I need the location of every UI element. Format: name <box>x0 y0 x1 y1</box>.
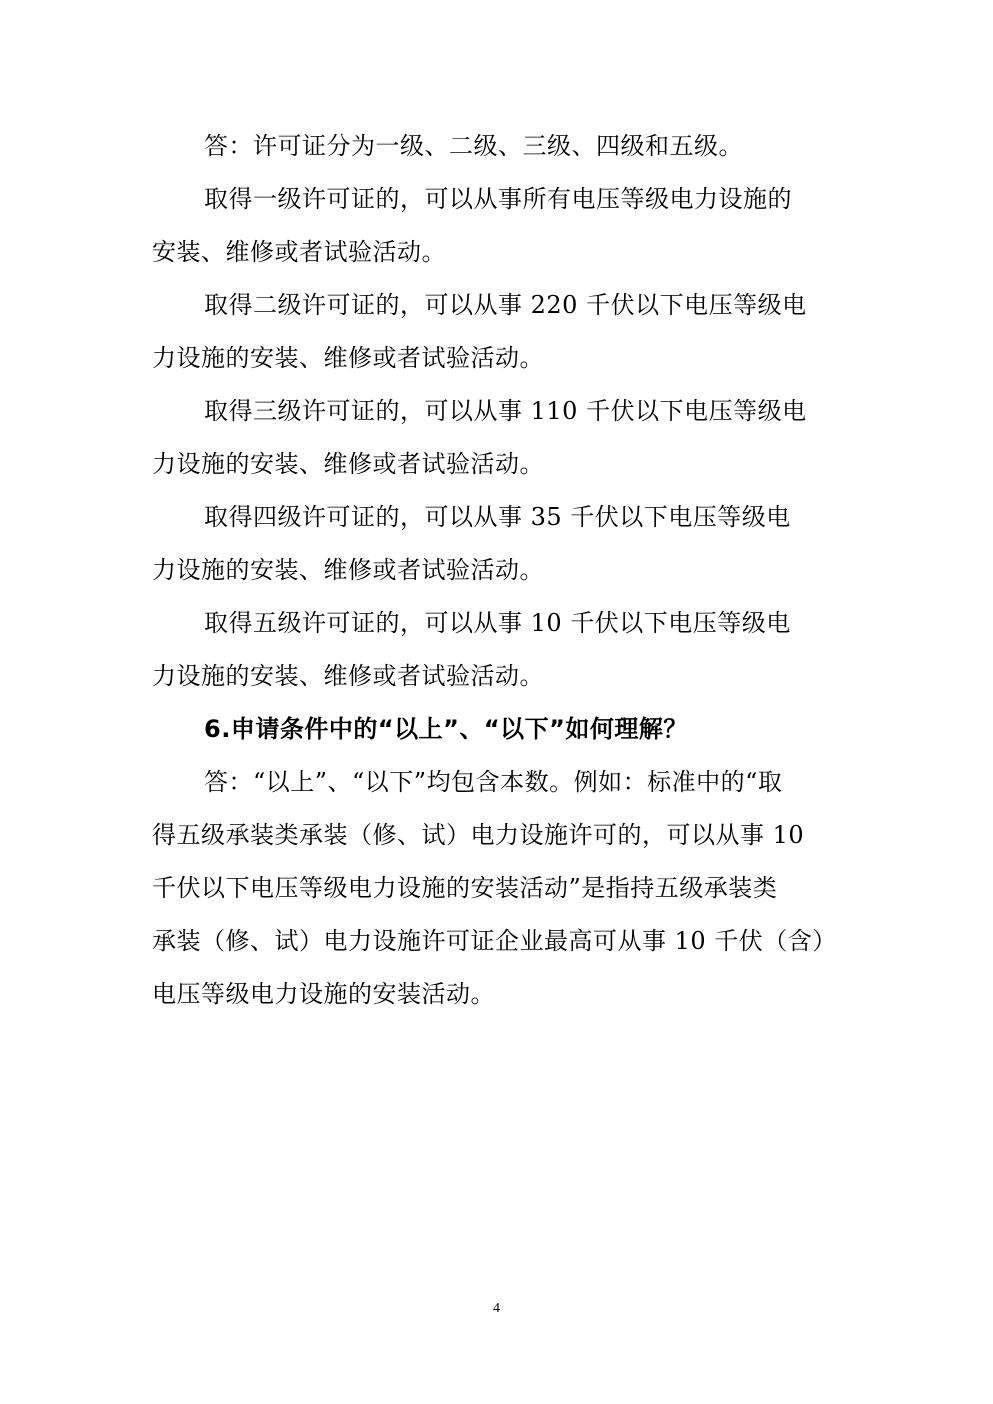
level-5-line-2: 力设施的安装、维修或者试验活动。 <box>152 662 544 690</box>
level-4-line-1: 取得四级许可证的，可以从事 35 千伏以下电压等级电 <box>204 503 791 531</box>
answer-6-line-2: 得五级承装类承装（修、试）电力设施许可的，可以从事 10 <box>152 821 805 849</box>
answer-6-line-1: 答：“以上”、“以下”均包含本数。例如：标准中的“取 <box>204 768 783 796</box>
level-2-line-1: 取得二级许可证的，可以从事 220 千伏以下电压等级电 <box>204 291 807 319</box>
level-2-line-2: 力设施的安装、维修或者试验活动。 <box>152 344 544 372</box>
level-1-line-1: 取得一级许可证的，可以从事所有电压等级电力设施的 <box>204 185 792 213</box>
level-1-line-2: 安装、维修或者试验活动。 <box>152 238 446 266</box>
answer-6-line-4: 承装（修、试）电力设施许可证企业最高可从事 10 千伏（含） <box>152 927 837 955</box>
level-3-line-1: 取得三级许可证的，可以从事 110 千伏以下电压等级电 <box>204 397 807 425</box>
level-5-line-1: 取得五级许可证的，可以从事 10 千伏以下电压等级电 <box>204 609 791 637</box>
answer-license-levels: 答：许可证分为一级、二级、三级、四级和五级。 <box>204 132 743 160</box>
level-4-line-2: 力设施的安装、维修或者试验活动。 <box>152 556 544 584</box>
level-3-line-2: 力设施的安装、维修或者试验活动。 <box>152 450 544 478</box>
answer-6-line-3: 千伏以下电压等级电力设施的安装活动”是指持五级承装类 <box>152 874 778 902</box>
answer-6-line-5: 电压等级电力设施的安装活动。 <box>152 980 495 1008</box>
question-6-heading: 6.申请条件中的“以上”、“以下”如何理解？ <box>204 715 688 743</box>
page-number: 4 <box>493 1301 500 1316</box>
